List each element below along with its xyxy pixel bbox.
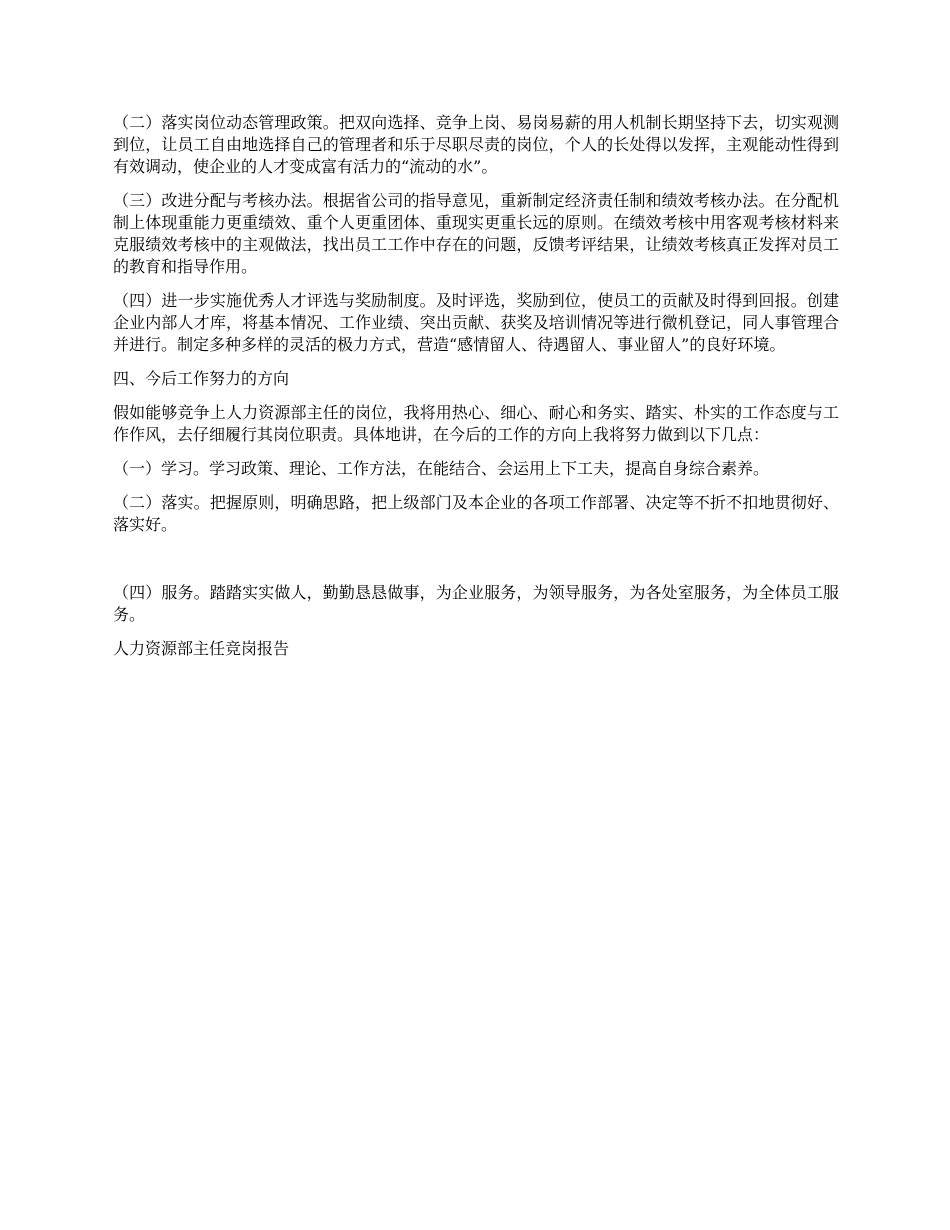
blank-gap (113, 548, 839, 582)
paragraph-post-management: （二）落实岗位动态管理政策。把双向选择、竞争上岗、易岗易薪的用人机制长期坚持下去，切实观测到位，让员工自由地选择自己的管理者和乐于尽职尽责的岗位，个人的长处得以发挥，主观能动性得到有效调动，使企业的人才变成富有活力的“流动的水”。 (113, 113, 839, 176)
section-heading-future-direction: 四、今后工作努力的方向 (113, 369, 290, 388)
paragraph-implement: （二）落实。把握原则，明确思路，把上级部门及本企业的各项工作部署、决定等不折不扣地贯彻好、落实好。 (113, 493, 839, 534)
paragraph-study: （一）学习。学习政策、理论、工作方法，在能结合、会运用上下工夫，提高自身综合素养。 (113, 459, 770, 478)
paragraph-distribution-assessment: （三）改进分配与考核办法。根据省公司的指导意见，重新制定经济责任制和绩效考核办法。在分配机制上体现重能力更重绩效、重个人更重团体、重现实更重长远的原则。在绩效考核中用客观考核材料来克服绩效考核中的主观做法，找出员工工作中存在的问题，反馈考评结果，让绩效考核真正发挥对员工的教育和指导作用。 (113, 191, 839, 276)
paragraph-service: （四）服务。踏踏实实做人，勤勤恳恳做事，为企业服务，为领导服务，为各处室服务，为全体员工服务。 (113, 583, 839, 624)
document-body (113, 112, 839, 672)
paragraph-intro-commitment: 假如能够竞争上人力资源部主任的岗位，我将用热心、细心、耐心和务实、踏实、朴实的工作态度与工作作风，去仔细履行其岗位职责。具体地讲，在今后的工作的方向上我将努力做到以下几点： (113, 403, 839, 444)
paragraph-talent-reward: （四）进一步实施优秀人才评选与奖励制度。及时评选，奖励到位，使员工的贡献及时得到回报。创建企业内部人才库，将基本情况、工作业绩、突出贡献、获奖及培训情况等进行微机登记，同人事管理合并进行。制定多种多样的灵活的极力方式，营造“感情留人、待遇留人、事业留人”的良好环境。 (113, 291, 839, 354)
document-title-footer: 人力资源部主任竞岗报告 (113, 639, 290, 658)
